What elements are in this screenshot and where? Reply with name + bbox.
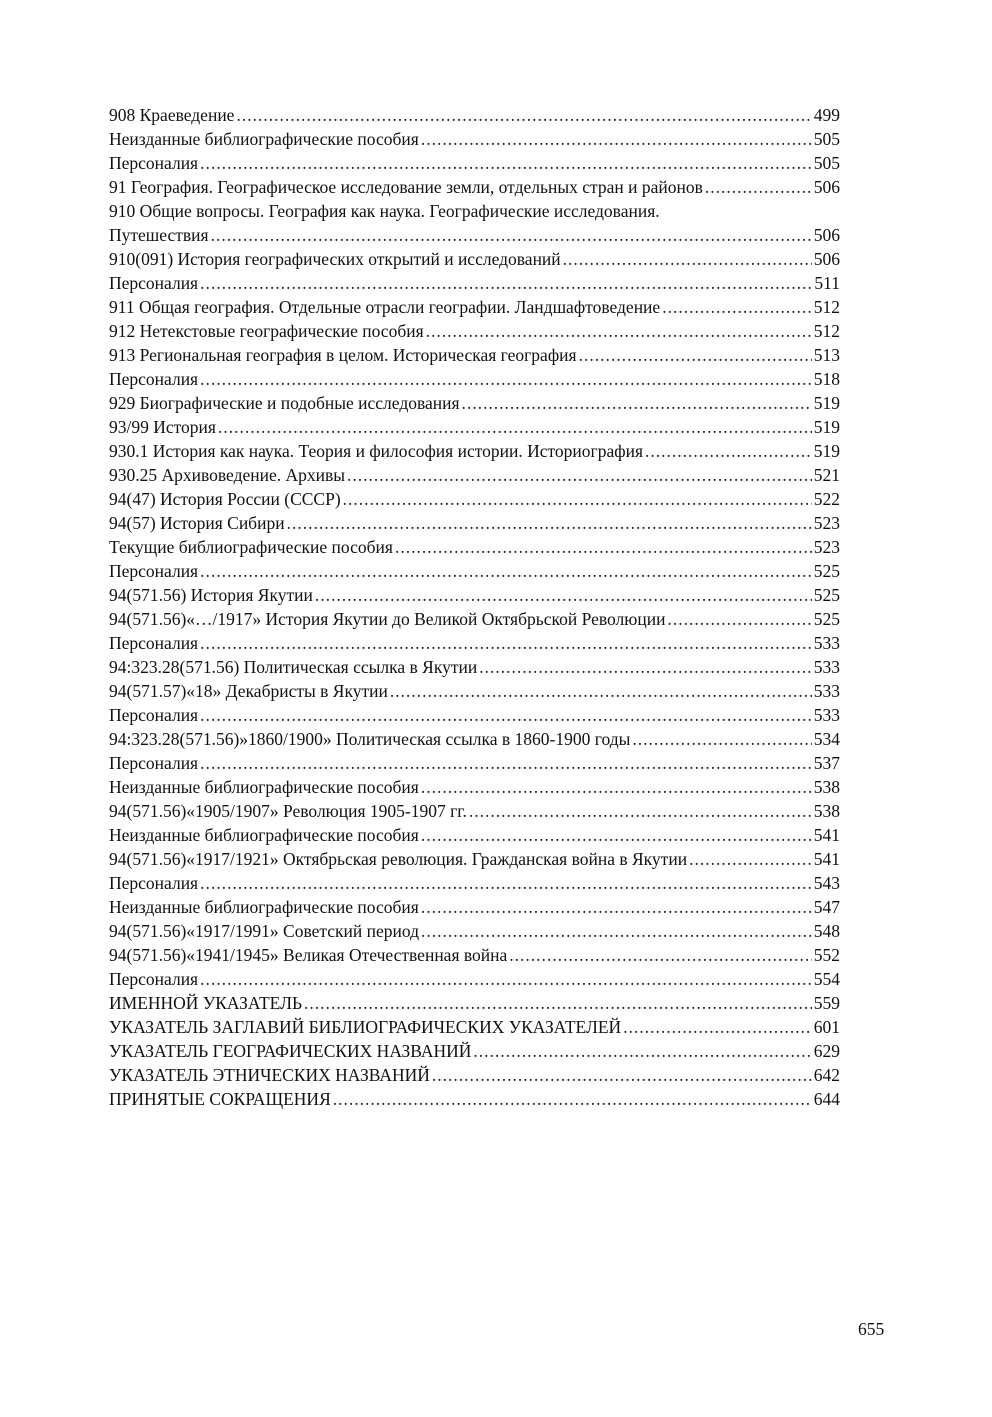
toc-entry xyxy=(109,823,840,847)
toc-entry-row xyxy=(109,247,840,271)
dot-leader xyxy=(421,895,812,919)
toc-entry-page: 547 xyxy=(813,897,840,917)
toc-entry-page: 511 xyxy=(814,273,840,293)
toc-entry-row xyxy=(109,271,840,295)
toc-entry-page: 552 xyxy=(813,945,840,965)
toc-entry xyxy=(109,415,840,439)
dot-leader xyxy=(705,175,812,199)
dot-leader xyxy=(432,1063,812,1087)
toc-entry-row xyxy=(109,223,840,247)
toc-entry-page: 538 xyxy=(813,777,840,797)
dot-leader xyxy=(473,1039,811,1063)
toc-entry xyxy=(109,127,840,151)
toc-entry-title: Персоналия xyxy=(109,633,199,653)
toc-entry-page: 518 xyxy=(813,369,840,389)
toc-entry-page: 519 xyxy=(813,441,840,461)
toc-entry xyxy=(109,271,840,295)
toc-entry-row xyxy=(109,511,840,535)
dot-leader xyxy=(421,127,812,151)
toc-entry-page: 541 xyxy=(813,849,840,869)
toc-entry-page: 513 xyxy=(813,345,840,365)
dot-leader xyxy=(333,1087,812,1111)
toc-entry xyxy=(109,943,840,967)
toc-entry xyxy=(109,511,840,535)
dot-leader xyxy=(421,919,812,943)
toc-entry xyxy=(109,847,840,871)
toc-entry-page: 534 xyxy=(813,729,840,749)
toc-entry-row xyxy=(109,751,840,775)
toc-entry-page: 525 xyxy=(813,561,840,581)
toc-entry-title: 912 Нетекстовые географические пособия xyxy=(109,321,424,341)
dot-leader xyxy=(200,751,812,775)
toc-entry-row xyxy=(109,319,840,343)
toc-entry-page: 543 xyxy=(813,873,840,893)
toc-entry xyxy=(109,487,840,511)
toc-entry xyxy=(109,1063,840,1087)
dot-leader xyxy=(200,271,812,295)
dot-leader xyxy=(689,847,812,871)
toc-entry-title: ИМЕННОЙ УКАЗАТЕЛЬ xyxy=(109,993,303,1013)
dot-leader xyxy=(347,463,812,487)
toc-entry-row xyxy=(109,727,840,751)
toc-entry-page: 533 xyxy=(813,681,840,701)
toc-entry xyxy=(109,103,840,127)
toc-entry-row xyxy=(109,631,840,655)
toc-entry-title: Путешествия xyxy=(109,225,209,245)
toc-entry-page: 519 xyxy=(813,393,840,413)
dot-leader xyxy=(421,775,812,799)
toc-entry xyxy=(109,679,840,703)
toc-entry-page: 533 xyxy=(813,705,840,725)
toc-entry xyxy=(109,751,840,775)
dot-leader xyxy=(200,703,812,727)
dot-leader xyxy=(211,223,812,247)
toc-entry-title: 94:323.28(571.56) Политическая ссылка в Якутии xyxy=(109,657,478,677)
toc-entry-row xyxy=(109,919,840,943)
toc-entry xyxy=(109,775,840,799)
toc-entry-row xyxy=(109,967,840,991)
toc-entry-row xyxy=(109,1039,840,1063)
toc-entry-title: УКАЗАТЕЛЬ ЗАГЛАВИЙ БИБЛИОГРАФИЧЕСКИХ УКАЗАТЕЛЕЙ xyxy=(109,1017,622,1037)
toc-entry-title: 94(571.56) История Якутии xyxy=(109,585,313,605)
dot-leader xyxy=(236,103,811,127)
toc-entry-page: 601 xyxy=(813,1017,840,1037)
dot-leader xyxy=(667,607,811,631)
toc-entry-row xyxy=(109,943,840,967)
dot-leader xyxy=(662,295,812,319)
toc-entry-row xyxy=(109,367,840,391)
toc-entry xyxy=(109,391,840,415)
toc-entry-page: 541 xyxy=(813,825,840,845)
toc-entry xyxy=(109,463,840,487)
dot-leader xyxy=(200,871,812,895)
toc-entry xyxy=(109,247,840,271)
toc-entry-title: 94(57) История Сибири xyxy=(109,513,285,533)
toc-entry-page: 505 xyxy=(813,129,840,149)
toc-entry xyxy=(109,631,840,655)
toc-entry-title: Неизданные библиографические пособия xyxy=(109,129,419,149)
toc-entry-title: 94(571.57)«18» Декабристы в Якутии xyxy=(109,681,388,701)
page-number: 655 xyxy=(858,1319,885,1339)
toc-entry-title: Персоналия xyxy=(109,753,199,773)
toc-entry-row xyxy=(109,583,840,607)
toc-entry-page: 548 xyxy=(813,921,840,941)
dot-leader xyxy=(563,247,812,271)
toc-entry-title: Персоналия xyxy=(109,273,199,293)
toc-entry xyxy=(109,559,840,583)
toc-entry-row xyxy=(109,895,840,919)
toc-entry-title: Неизданные библиографические пособия xyxy=(109,897,419,917)
toc-entry-page: 506 xyxy=(813,249,840,269)
toc-entry-page: 523 xyxy=(813,513,840,533)
dot-leader xyxy=(426,319,812,343)
toc-entry xyxy=(109,991,840,1015)
toc-entry-title: Персоналия xyxy=(109,561,199,581)
toc-entry-page: 525 xyxy=(813,609,840,629)
dot-leader xyxy=(304,991,812,1015)
toc-entry-title: 93/99 История xyxy=(109,417,216,437)
toc-entry xyxy=(109,535,840,559)
toc-entry-row xyxy=(109,439,840,463)
toc-entry xyxy=(109,583,840,607)
toc-entry-page: 559 xyxy=(813,993,840,1013)
toc-entry xyxy=(109,703,840,727)
toc-entry-page: 525 xyxy=(813,585,840,605)
toc-entry-title-line1: 910 Общие вопросы. География как наука. Географические исследования. xyxy=(109,201,660,221)
toc-entry xyxy=(109,367,840,391)
toc-entry-row xyxy=(109,607,840,631)
dot-leader xyxy=(200,151,812,175)
toc-entry-page: 519 xyxy=(813,417,840,437)
toc-entry-row xyxy=(109,823,840,847)
toc-entry-title: Персоналия xyxy=(109,969,199,989)
dot-leader xyxy=(200,967,812,991)
toc-entry-title: Персоналия xyxy=(109,153,199,173)
toc-entry-page: 505 xyxy=(813,153,840,173)
dot-leader xyxy=(200,367,812,391)
dot-leader xyxy=(469,799,812,823)
toc-entry-title: Персоналия xyxy=(109,369,199,389)
toc-entry xyxy=(109,175,840,199)
toc-entry xyxy=(109,295,840,319)
toc-entry-title: Неизданные библиографические пособия xyxy=(109,777,419,797)
toc-entry xyxy=(109,871,840,895)
toc-entry xyxy=(109,967,840,991)
toc-entry-page: 533 xyxy=(813,633,840,653)
toc-entry xyxy=(109,343,840,367)
toc-entry-title: 94(571.56)«…/1917» История Якутии до Великой Октябрьской Революции xyxy=(109,609,666,629)
toc-entry-title: Персоналия xyxy=(109,873,199,893)
toc-entry xyxy=(109,1087,840,1111)
toc-entry-title: 94(571.56)«1917/1921» Октябрьская революция. Гражданская война в Якутии xyxy=(109,849,688,869)
toc-entry-title: Персоналия xyxy=(109,705,199,725)
toc-entry-title: 910(091) История географических открытий и исследований xyxy=(109,249,561,269)
toc-entry xyxy=(109,919,840,943)
toc-entry xyxy=(109,199,840,247)
toc-entry-row xyxy=(109,559,840,583)
toc-entry-row xyxy=(109,1015,840,1039)
toc-entry-row xyxy=(109,679,840,703)
toc-entry-page: 644 xyxy=(813,1089,840,1109)
toc-entry-page: 533 xyxy=(813,657,840,677)
toc-entry-page: 522 xyxy=(813,489,840,509)
toc-entry-title: 908 Краеведение xyxy=(109,105,235,125)
toc-entry-row xyxy=(109,391,840,415)
toc-entry-title: 91 География. Географическое исследование земли, отдельных стран и районов xyxy=(109,177,703,197)
toc-entry-page: 506 xyxy=(813,225,840,245)
toc-entry-page: 642 xyxy=(813,1065,840,1085)
toc-entry-row xyxy=(109,655,840,679)
toc-entry-page: 512 xyxy=(813,297,840,317)
toc-entry-page: 629 xyxy=(813,1041,840,1061)
toc-entry-page: 523 xyxy=(813,537,840,557)
toc-entry xyxy=(109,1015,840,1039)
table-of-contents xyxy=(109,103,840,1111)
dot-leader xyxy=(343,487,812,511)
toc-entry-row xyxy=(109,415,840,439)
dot-leader xyxy=(579,343,812,367)
toc-entry-page: 538 xyxy=(813,801,840,821)
toc-entry-title: Текущие библиографические пособия xyxy=(109,537,393,557)
toc-entry-title: УКАЗАТЕЛЬ ГЕОГРАФИЧЕСКИХ НАЗВАНИЙ xyxy=(109,1041,472,1061)
toc-entry-title: 930.1 История как наука. Теория и философия истории. Историография xyxy=(109,441,643,461)
dot-leader xyxy=(395,535,812,559)
toc-entry-row xyxy=(109,775,840,799)
toc-entry-row xyxy=(109,175,840,199)
toc-entry xyxy=(109,799,840,823)
toc-entry-row xyxy=(109,847,840,871)
dot-leader xyxy=(287,511,812,535)
toc-entry-page: 521 xyxy=(813,465,840,485)
toc-entry xyxy=(109,439,840,463)
toc-entry-title: 94:323.28(571.56)»1860/1900» Политическая ссылка в 1860-1900 годы xyxy=(109,729,631,749)
dot-leader xyxy=(509,943,811,967)
toc-entry-row xyxy=(109,871,840,895)
toc-entry-row xyxy=(109,151,840,175)
toc-entry-row xyxy=(109,535,840,559)
toc-entry-row xyxy=(109,295,840,319)
toc-entry-row xyxy=(109,991,840,1015)
toc-entry-page: 499 xyxy=(813,105,840,125)
toc-entry-title: 94(47) История России (СССР) xyxy=(109,489,341,509)
toc-entry-title: 929 Биографические и подобные исследования xyxy=(109,393,460,413)
dot-leader xyxy=(479,655,812,679)
dot-leader xyxy=(462,391,812,415)
toc-entry-title: Неизданные библиографические пособия xyxy=(109,825,419,845)
toc-entry-row xyxy=(109,103,840,127)
toc-entry xyxy=(109,895,840,919)
dot-leader xyxy=(200,631,812,655)
dot-leader xyxy=(315,583,812,607)
toc-entry xyxy=(109,1039,840,1063)
toc-entry-title: 94(571.56)«1941/1945» Великая Отечественная война xyxy=(109,945,508,965)
toc-entry xyxy=(109,607,840,631)
toc-entry-page: 537 xyxy=(813,753,840,773)
dot-leader xyxy=(623,1015,812,1039)
toc-entry-title: 911 Общая география. Отдельные отрасли географии. Ландшафтоведение xyxy=(109,297,661,317)
toc-entry-row xyxy=(109,799,840,823)
toc-entry xyxy=(109,655,840,679)
dot-leader xyxy=(632,727,811,751)
dot-leader xyxy=(218,415,812,439)
toc-entry-row xyxy=(109,343,840,367)
toc-entry-title: 94(571.56)«1905/1907» Революция 1905-1907 гг. xyxy=(109,801,467,821)
dot-leader xyxy=(645,439,812,463)
toc-entry-title: 94(571.56)«1917/1991» Советский период xyxy=(109,921,420,941)
toc-entry-title: УКАЗАТЕЛЬ ЭТНИЧЕСКИХ НАЗВАНИЙ xyxy=(109,1065,430,1085)
dot-leader xyxy=(200,559,812,583)
toc-entry-row xyxy=(109,463,840,487)
toc-entry-title: 930.25 Архивоведение. Архивы xyxy=(109,465,346,485)
toc-entry xyxy=(109,151,840,175)
dot-leader xyxy=(421,823,812,847)
toc-entry-row xyxy=(109,487,840,511)
toc-entry-title: 913 Региональная география в целом. Историческая география xyxy=(109,345,577,365)
toc-entry-page: 554 xyxy=(813,969,840,989)
toc-entry-title: ПРИНЯТЫЕ СОКРАЩЕНИЯ xyxy=(109,1089,331,1109)
toc-entry xyxy=(109,319,840,343)
toc-entry-page: 506 xyxy=(813,177,840,197)
toc-entry-row xyxy=(109,1087,840,1111)
toc-entry-page: 512 xyxy=(813,321,840,341)
dot-leader xyxy=(390,679,812,703)
toc-entry-row xyxy=(109,1063,840,1087)
toc-entry-row xyxy=(109,703,840,727)
toc-entry xyxy=(109,727,840,751)
toc-entry-row xyxy=(109,127,840,151)
